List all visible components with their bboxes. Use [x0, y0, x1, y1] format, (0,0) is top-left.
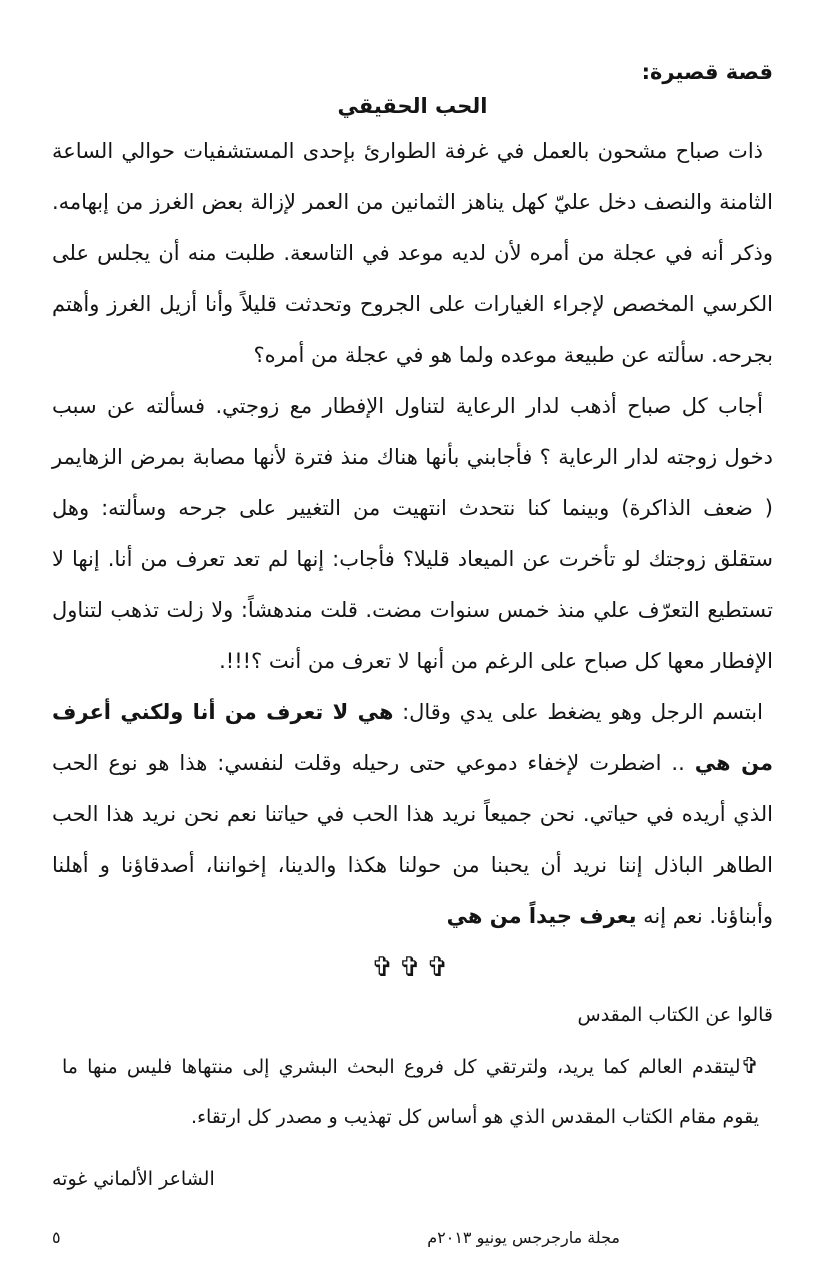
story-paragraph: أجاب كل صباح أذهب لدار الرعاية لتناول الإفطار مع زوجتي. فسألته عن سبب دخول زوجته لدار الرعاية ؟ فأجابني بأنها هناك منذ فترة لأنها مصابة بمرض الزهايمر ( ضعف الذاكرة) وبينما كنا نتحدث انتهيت من التغيير على جرحه وسألته: وهل ستقلق زوجتك لو تأخرت عن الميعاد قليلا؟ فأجاب: إنها لم تعد تعرف من أنا. إنها لا تستطيع التعرّف علي منذ خمس سنوات مضت. قلت مندهشاً: ولا زلت تذهب لتناول الإفطار معها كل صباح على الرغم من أنها لا تعرف من أنت ؟!!!.: [52, 394, 773, 673]
story-kicker: قصة قصيرة:: [641, 60, 773, 84]
story-paragraph: [52, 687, 773, 942]
triple-cross-divider-icon: ✞✞✞: [371, 952, 454, 983]
section-heading: قالوا عن الكتاب المقدس: [577, 1004, 773, 1026]
story-body: [52, 126, 773, 942]
story-bold-text: يعرف جيداً من هي: [446, 904, 637, 928]
bible-quote-text: ليتقدم العالم كما يريد، ولترتقي كل فروع البحث البشري إلى منتهاها فليس منها ما يقوم مقام الكتاب المقدس الذي هو أساس كل تهذيب و مصدر كل ارتقاء.: [62, 1056, 759, 1128]
story-title: الحب الحقيقي: [337, 94, 488, 118]
story-paragraph: ذات صباح مشحون بالعمل في غرفة الطوارئ بإحدى المستشفيات حوالي الساعة الثامنة والنصف دخل عليّ كهل يناهز الثمانين من العمر لإزالة بعض الغرز من إبهامه. وذكر أنه في عجلة من أمره لأن لديه موعد في التاسعة. طلبت منه أن يجلس على الكرسي المخصص لإجراء الغيارات على الجروح وتحدثت قليلاً وأنا أزيل الغرز وأهتم بجرحه. سألته عن طبيعة موعده ولما هو في عجلة من أمره؟: [52, 139, 773, 367]
story-text: .. اضطرت لإخفاء دموعي حتى رحيله وقلت لنفسي: هذا هو نوع الحب الذي أريده في حياتي. نحن جميعاً نريد هذا الحب في حياتنا نعم نحن نريد هذا الحب الطاهر الباذل إننا نريد أن يحبنا من حولنا هكذا والدينا، إخواننا، أصدقاؤنا و أهلنا وأبناؤنا. نعم إنه: [52, 751, 773, 928]
cross-bullet-icon: ✞: [740, 1054, 759, 1079]
bible-quote: [52, 1042, 773, 1142]
story-text: ابتسم الرجل وهو يضغط على يدي وقال:: [393, 700, 763, 724]
page-number: ٥: [52, 1228, 61, 1247]
footer-journal-title: مجلة مارجرجس يونيو ٢٠١٣م: [427, 1228, 620, 1247]
story-bold-text: هي لا تعرف من أنا ولكني أعرف من هي: [52, 700, 773, 775]
quote-attribution: الشاعر الألماني غوته: [52, 1168, 215, 1190]
